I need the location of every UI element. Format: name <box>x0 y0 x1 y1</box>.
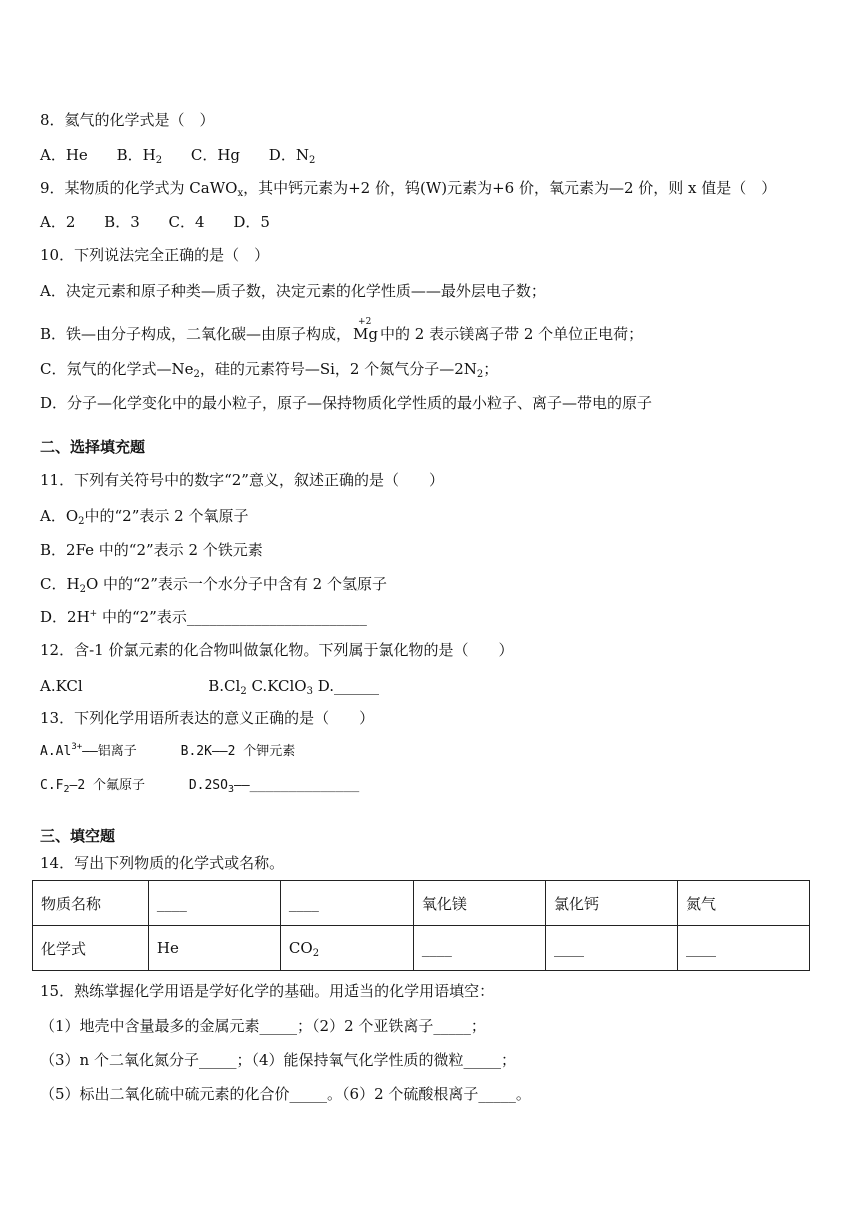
q10-option-b: B．铁—由分子构成，二氧化碳—由原子构成， +2 Mg 中的 2 表示镁离子带 2 个单位正电荷； <box>40 317 644 343</box>
q9-option-a: A．2 <box>40 213 76 231</box>
table-cell: He <box>148 926 280 971</box>
q11-option-c: C．$H_2O$ 中的“2”表示一个水分子中含有 2 个氢原子 <box>40 575 387 595</box>
q15-line-2: （3）n 个二氧化氮分子_____；（4）能保持氧气化学性质的微粒_____； <box>40 1051 517 1069</box>
q12-options <box>40 676 379 696</box>
q13-stem: 13．下列化学用语所表达的意义正确的是（ ） <box>40 709 375 727</box>
q13-option-c: $C.F_2—2$ 个氟原子 <box>40 778 145 795</box>
section-title-3: 三、填空题 <box>40 827 116 845</box>
table-row <box>33 926 810 971</box>
q8-option-c: C．Hg <box>190 146 241 164</box>
q12-stem: 12．含-1 价氯元素的化合物叫做氯化物。下列属于氯化物的是（ ） <box>40 641 514 659</box>
q13-option-b: B.2K——2 个钾元素 <box>180 744 296 759</box>
table-cell: ____ <box>148 881 280 926</box>
q8-options <box>40 145 315 165</box>
table-cell: 化学式 <box>33 926 149 971</box>
q15-line-1: （1）地壳中含量最多的金属元素_____；（2）2 个亚铁离子_____； <box>40 1017 486 1035</box>
table-cell: $CO_2$ <box>280 926 413 971</box>
q8-option-d: D．$N_2$ <box>268 146 316 166</box>
section-title-2: 二、选择填充题 <box>40 438 146 456</box>
q12-option-c: C.KClO$_3$ <box>251 677 313 697</box>
table-cell: 氯化钙 <box>545 881 677 926</box>
q11-option-d: D．2H+ 中的“2”表示________________________ <box>40 608 367 626</box>
q9-option-c: C．4 <box>168 213 205 231</box>
q10-option-d: D．分子—化学变化中的最小粒子，原子—保持物质化学性质的最小粒子、离子—带电的原子 <box>40 394 653 412</box>
q9-option-b: B．3 <box>104 213 140 231</box>
q8-option-b: B．$H_2$ <box>116 146 163 166</box>
q12-option-b: $B.Cl_2$ <box>208 677 247 697</box>
q14-table <box>32 880 810 971</box>
q13-options-row2 <box>40 776 359 796</box>
q14-stem: 14．写出下列物质的化学式或名称。 <box>40 854 285 872</box>
table-cell: 氮气 <box>677 881 809 926</box>
table-cell: 物质名称 <box>33 881 149 926</box>
table-cell: ____ <box>413 926 545 971</box>
q11-option-b: B．2Fe 中的“2”表示 2 个铁元素 <box>40 541 263 559</box>
table-cell: ____ <box>280 881 413 926</box>
q9-options <box>40 212 270 232</box>
q15-stem: 15．熟练掌握化学用语是学好化学的基础。用适当的化学用语填空： <box>40 982 495 1000</box>
q12-option-a: A.KCl <box>40 677 83 695</box>
q12-option-d: D.______ <box>317 677 379 695</box>
q8-stem: 8．氦气的化学式是（ ） <box>40 111 215 129</box>
q13-option-d: $D.2SO_3——\_\_\_\_\_\_\_\_\_\_\_\_\_\_$ <box>188 778 360 795</box>
q9-stem: 9．某物质的化学式为 CaWO$_x$，其中钙元素为+2 价，钨(W)元素为+6 价，氧元素为—2 价，则 x 值是（ ） <box>40 179 777 199</box>
q8-option-a: A．He <box>40 146 88 164</box>
table-cell: 氧化镁 <box>413 881 545 926</box>
q10-option-a: A．决定元素和原子种类—质子数，决定元素的化学性质——最外层电子数； <box>40 282 546 300</box>
q10-option-c: C．氖气的化学式$—Ne_2$，硅的元素符号—Si，2 个氮气分子$—2N_2$； <box>40 360 499 380</box>
q10-stem: 10．下列说法完全正确的是（ ） <box>40 246 270 264</box>
q13-option-a: $A.Al^{3+}——$铝离子 <box>40 742 137 759</box>
q15-line-3: （5）标出二氧化硫中硫元素的化合价_____。（6）2 个硫酸根离子_____。 <box>40 1085 531 1103</box>
mg-valence-symbol: +2 Mg <box>353 317 378 343</box>
q9-option-d: D．5 <box>233 213 270 231</box>
q11-stem: 11．下列有关符号中的数字“2”意义，叙述正确的是（ ） <box>40 471 444 489</box>
table-row <box>33 881 810 926</box>
q11-option-a: A．$O_2$中的“2”表示 2 个氧原子 <box>40 507 249 527</box>
table-cell: ____ <box>545 926 677 971</box>
q13-options-row1 <box>40 742 295 762</box>
table-cell: ____ <box>677 926 809 971</box>
